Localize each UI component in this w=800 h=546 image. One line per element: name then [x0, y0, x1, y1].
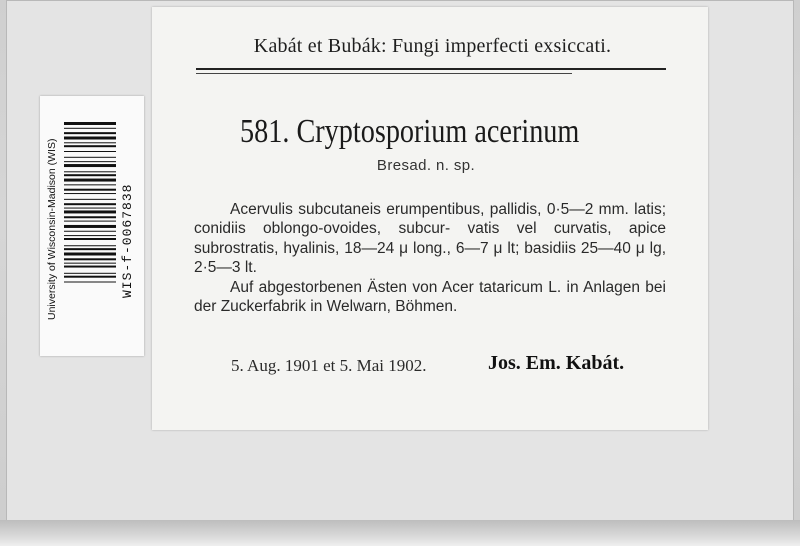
- header-rule-secondary: [196, 73, 572, 74]
- barcode-stripe: [64, 276, 116, 278]
- barcode-stripe: [64, 164, 116, 167]
- barcode-stripe: [64, 216, 116, 218]
- locality-line: L. in Anlagen bei der Zuckerfabrik in Welwarn, Böhmen.: [194, 278, 666, 316]
- species-title: [240, 113, 580, 151]
- species-authority: Bresad. n. sp.: [376, 157, 476, 174]
- barcode-stripe: [64, 258, 116, 260]
- barcode-stripe: [64, 132, 116, 134]
- barcode-stripe: [64, 151, 116, 152]
- barcode-stripe: [64, 225, 116, 228]
- barcode-stripe: [64, 248, 116, 250]
- barcode-stripe: [64, 157, 116, 158]
- barcode-stripe: [64, 122, 116, 125]
- barcode-stripe: [64, 221, 116, 222]
- barcode-stripe: [64, 179, 116, 182]
- barcode-stripe: [64, 161, 116, 162]
- description-line: vatis vel curvatis, apice subrostratis, hyalinis, 18—24 μ: [194, 220, 666, 257]
- barcode-stripe: [64, 193, 116, 194]
- barcode-stripe: [64, 253, 116, 256]
- envelope-bottom-edge: [0, 520, 800, 546]
- barcode-stripe: [64, 145, 116, 147]
- barcode-stripe: [64, 184, 116, 185]
- barcode-stripe: [64, 137, 116, 140]
- barcode-stripe: [64, 231, 116, 232]
- locality-line: Auf abgestorbenen Ästen von Acer tataricum: [230, 278, 543, 296]
- barcode-stripe: [64, 235, 116, 236]
- series-header: Kabát et Bubák: Fungi imperfecti exsiccati.: [253, 35, 612, 57]
- barcode-stripe: [64, 174, 116, 176]
- barcode-stripe: [64, 266, 116, 268]
- species-name: Cryptosporium acerinum: [296, 113, 580, 150]
- barcode-bars: [64, 122, 116, 328]
- barcode-stripe: [64, 263, 116, 264]
- barcode-stripe: [64, 238, 116, 240]
- barcode-stripe: [64, 245, 116, 246]
- barcode-stripe: [64, 210, 116, 213]
- barcode-stripe: [64, 171, 116, 172]
- collector-name: Jos. Em. Kabát.: [488, 352, 625, 374]
- barcode-stripe: [64, 282, 116, 283]
- barcode-stripe: [64, 203, 116, 205]
- description-block: [194, 200, 666, 316]
- barcode-id: WIS-f-0067838: [120, 183, 135, 298]
- collection-dates: 5. Aug. 1901 et 5. Mai 1902.: [231, 356, 427, 375]
- description-line: 0·5—2 mm. latis; conidiis oblongo-ovoides, subcur-: [194, 201, 667, 238]
- barcode-stripe: [64, 142, 116, 143]
- description-line: long., 6—7 μ lt; basidiis 25—40 μ lg, 2·5—3 lt.: [194, 239, 667, 277]
- barcode-stripe: [64, 273, 116, 274]
- description-line: Acervulis subcutaneis erumpentibus, pallidis,: [230, 201, 542, 218]
- locality-paragraph: [194, 278, 666, 317]
- barcode-stripe: [64, 199, 116, 200]
- exsiccata-number: 581.: [240, 113, 290, 150]
- barcode-institution: University of Wisconsin-Madison (WIS): [46, 138, 58, 320]
- description-paragraph: [194, 200, 666, 278]
- barcode-stripe: [64, 208, 116, 209]
- barcode-stripe: [64, 128, 116, 129]
- barcode-stripe: [64, 189, 116, 191]
- header-rule: [196, 68, 666, 70]
